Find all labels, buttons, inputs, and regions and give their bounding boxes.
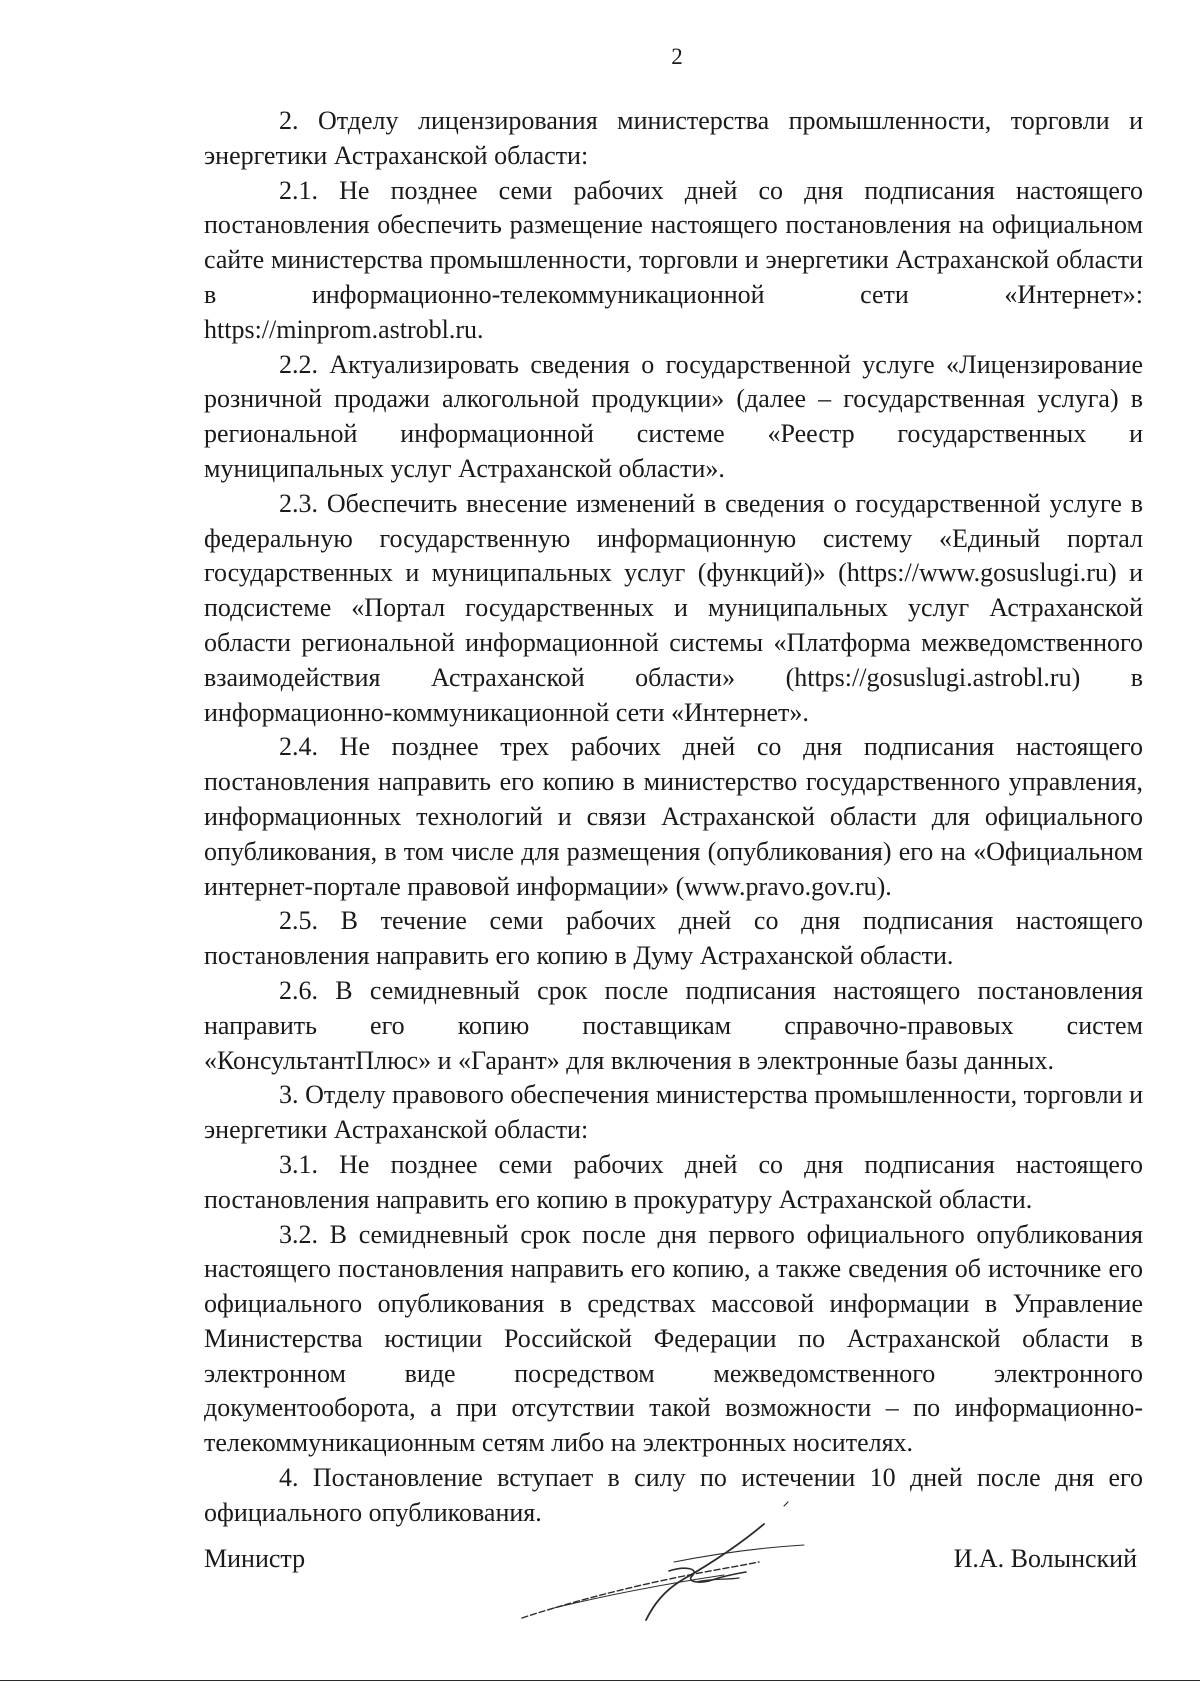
signature-block	[204, 1520, 1143, 1620]
paragraph-4: 4. Постановление вступает в силу по истечении 10 дней после дня его официального опубликования.	[204, 1463, 1143, 1527]
document-body	[204, 104, 1143, 1531]
handwritten-signature	[514, 1496, 814, 1626]
paragraph-3-2: 3.2. В семидневный срок после дня первого официального опубликования настоящего постановления направить его копию, а также сведения об источнике его официального опубликования в средствах массовой информации в Управление Министерства юстиции Российской Федерации по Астраханской области в электронном виде посредством межведомственного электронного документооборота, а при отсутствии такой возможности – по информационно-телекоммуникационным сетям либо на электронных носителях.	[204, 1219, 1143, 1458]
bottom-rule	[0, 1680, 1200, 1681]
paragraph-2-4: 2.4. Не позднее трех рабочих дней со дня подписания настоящего постановления направить его копию в министерство государственного управления, информационных технологий и связи Астраханской области для официального опубликования, в том числе для размещения (опубликования) его на «Официальном интернет-портале правовой информации» (www.pravo.gov.ru).	[204, 732, 1143, 901]
signatory-position: Министр	[204, 1544, 306, 1573]
paragraph-3: 3. Отделу правового обеспечения министерства промышленности, торговли и энергетики Астраханской области:	[204, 1080, 1143, 1145]
page-number: 2	[671, 44, 683, 69]
paragraph-2: 2. Отделу лицензирования министерства промышленности, торговли и энергетики Астраханской области:	[204, 106, 1143, 170]
paragraph-3-1: 3.1. Не позднее семи рабочих дней со дня подписания настоящего постановления направить его копию в прокуратуру Астраханской области.	[204, 1149, 1143, 1214]
paragraph-2-5: 2.5. В течение семи рабочих дней со дня подписания настоящего постановления направить его копию в Думу Астраханской области.	[204, 906, 1143, 971]
paragraph-2-1: 2.1. Не позднее семи рабочих дней со дня подписания настоящего постановления обеспечить размещение настоящего постановления на официальном сайте министерства промышленности, торговли и энергетики Астраханской области в информационно-телекоммуникационной сети «Интернет»: https://minprom.astrobl.ru.	[204, 175, 1143, 344]
paragraph-2-6: 2.6. В семидневный срок после подписания настоящего постановления направить его копию поставщикам справочно-правовых систем «КонсультантПлюс» и «Гарант» для включения в электронные базы данных.	[204, 975, 1143, 1075]
paragraph-2-3: 2.3. Обеспечить внесение изменений в сведения о государственной услуге в федеральную государственную информационную систему «Единый портал государственных и муниципальных услуг (функций)» (https://www.gosuslugi.ru) и подсистеме «Портал государственных и муниципальных услуг Астраханской области региональной информационной системы «Платформа межведомственного взаимодействия Астраханской области» (https://gosuslugi.astrobl.ru) в информационно-коммуникационной сети «Интернет».	[204, 488, 1143, 727]
signatory-name: И.А. Волынский	[953, 1544, 1137, 1573]
paragraph-2-2: 2.2. Актуализировать сведения о государственной услуге «Лицензирование розничной продажи алкогольной продукции» (далее – государственная услуга) в региональной информационной системе «Реестр государственных и муниципальных услуг Астраханской области».	[204, 349, 1143, 483]
